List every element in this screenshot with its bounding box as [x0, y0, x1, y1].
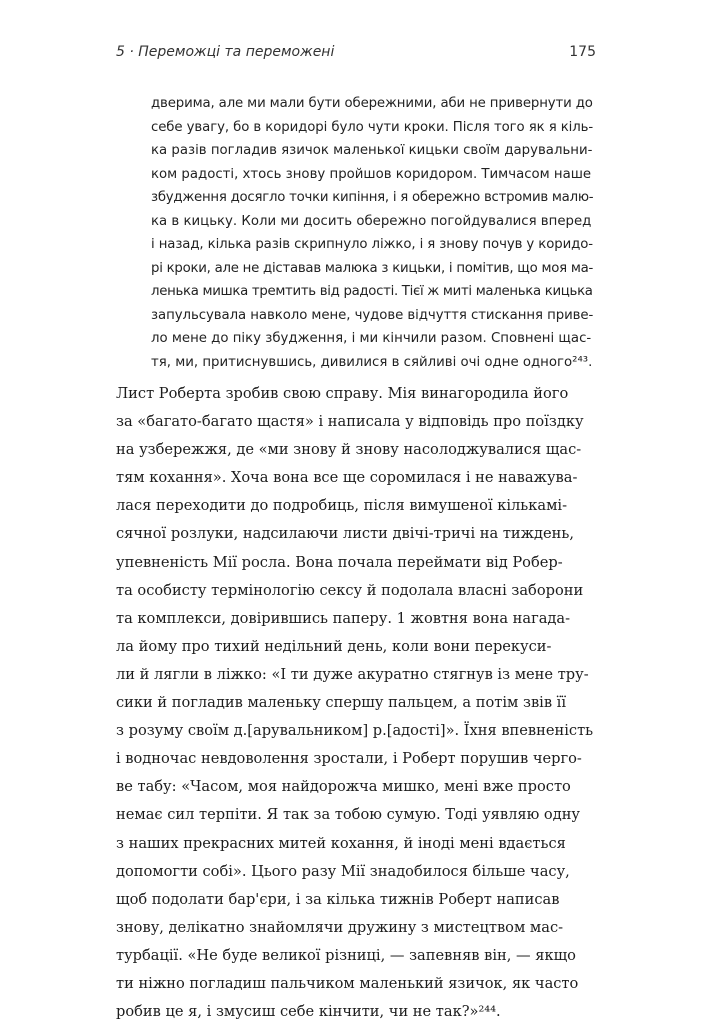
body-line: допомогти собі». Цього разу Мії знадобилося більше часу,	[116, 862, 570, 880]
quote-line: рі кроки, але не діставав малюка з кицьки, і помітив, що моя ма-	[151, 260, 594, 276]
body-line: ли й лягли в ліжко: «І ти дуже акуратно стягнув із мене тру-	[116, 665, 589, 683]
body-line: тям кохання». Хоча вона все ще соромилася і не наважува-	[116, 469, 578, 487]
body-line: ла йому про тихий недільний день, коли вони перекуси-	[116, 637, 552, 655]
quote-line: ло мене до піку збудження, і ми кінчили разом. Сповнені щас-	[151, 331, 592, 346]
chapter-title: 5 · Переможці та переможені	[116, 44, 335, 60]
body-line: робив це я, і змусиш себе кінчити, чи не так?»²⁴⁴.	[116, 1003, 501, 1021]
body-line: щоб подолати бар'єри, і за кілька тижнів Роберт написав	[116, 890, 560, 908]
block-quote	[151, 92, 593, 374]
body-line: немає сил терпіти. Я так за тобою сумую. Тоді уявляю одну	[116, 806, 581, 824]
body-line: на узбережжя, де «ми знову й знову насолоджувалися щас-	[116, 441, 582, 459]
body-line: сики й погладив маленьку спершу пальцем, а потім звів її	[116, 694, 567, 712]
page-number: 175	[569, 44, 596, 60]
body-line: Лист Роберта зробив свою справу. Мія винагородила його	[116, 385, 569, 402]
quote-line: себе увагу, бо в коридорі було чути кроки. Після того як я кіль-	[151, 119, 594, 135]
running-header	[116, 44, 596, 66]
body-line: знову, делікатно знайомлячи дружину з мистецтвом мас-	[116, 918, 564, 936]
body-line: ве табу: «Часом, моя найдорожча мишко, мені вже просто	[116, 778, 571, 796]
quote-line: дверима, але ми мали бути обережними, аби не привернути до	[151, 96, 593, 111]
body-line: з розуму своїм д.[арувальником] р.[адості]». Їхня впевненість	[116, 722, 594, 740]
body-line: лася переходити до подробиць, після вимушеної кількамі-	[116, 497, 568, 515]
quote-line: запульсувала навколо мене, чудове відчуття стискання приве-	[151, 307, 594, 323]
body-line: сячної розлуки, надсилаючи листи двічі-тричі на тиждень,	[116, 525, 574, 543]
body-line: за «багато-багато щастя» і написала у відповідь про поїздку	[116, 413, 584, 431]
body-paragraph	[116, 380, 596, 1026]
quote-line: ка в кицьку. Коли ми досить обережно погойдувалися вперед	[151, 213, 592, 229]
body-line: з наших прекрасних митей кохання, й іноді мені вдається	[116, 834, 566, 852]
quote-line: ленька мишка тремтить від радості. Тієї ж миті маленька кицька	[151, 284, 593, 299]
quote-line: тя, ми, притиснувшись, дивилися в сяйливі очі одне одного²⁴³.	[151, 354, 593, 370]
body-line: та особисту термінологію сексу й подолала власні заборони	[116, 581, 584, 599]
body-line: та комплекси, довірившись паперу. 1 жовтня вона нагада-	[116, 609, 571, 627]
quote-line: і назад, кілька разів скрипнуло ліжко, і я знову почув у коридо-	[151, 237, 593, 252]
body-line: упевненість Мії росла. Вона почала переймати від Робер-	[116, 553, 563, 571]
quote-line: збудження досягло точки кипіння, і я обережно встромив малю-	[151, 190, 594, 205]
body-line: і водночас невдоволення зростали, і Роберт порушив черго-	[116, 750, 582, 768]
quote-line: ка разів погладив язичок маленької кицьки своїм дарувальни-	[151, 143, 593, 158]
body-line: ти ніжно погладиш пальчиком маленький язичок, як часто	[116, 974, 579, 992]
quote-line: ком радості, хтось знову пройшов коридором. Тимчасом наше	[151, 166, 592, 182]
body-line: турбації. «Не буде великої різниці, — запевняв він, — якщо	[116, 946, 576, 964]
